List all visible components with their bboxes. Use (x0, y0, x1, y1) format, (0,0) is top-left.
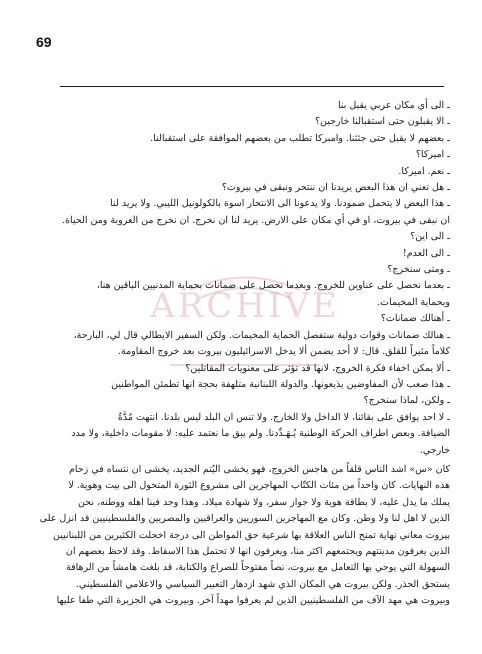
text-line: يستحق الحذر. ولكن بيروت هي المكان الذي شهد ازدهار التعبير السياسي والاعلامي الفلسطيني. (75, 578, 450, 590)
text-line: ـ الا يقبلون حتى استقبالنا خارجين؟ (315, 116, 450, 128)
page-number: 69 (36, 34, 52, 50)
text-line: ـ ألا يمكن اخفاء فكرة الخروج، لانها قد تؤثر على معنويات المقاتلين؟ (185, 362, 450, 374)
text-line: بيروت معاني نهاية تمنح الناس العلاقة بها شرعية حق المواطن الى درجة اخجلت الكثيرين من اللبنانيين (53, 529, 450, 541)
text-line: ـ هذا البعض لا يتحمل صمودنا. ولا يدعونا الى الانتحار اسوة بالكولونيل الليبي. ولا يريد لنا (110, 198, 450, 210)
text-line: ـ الى اين؟ (410, 231, 450, 243)
archive-watermark: ARCHIVE (150, 286, 340, 326)
text-line: ـ ومتى سنخرج؟ (387, 264, 450, 276)
text-line: ـ اميركا؟ (415, 149, 450, 161)
text-line: كلاماً مثيراً للقلق. قال: لا أحد يضمن ألا يدخل الاسرائيليون بيروت بعد خروج المقاومة. (117, 346, 450, 358)
text-line: ـ هذا صعب لأن المفاوضين يذيعونها. والدولة اللبنانية متلهفة بحجة انها تطمئن المواطنين (111, 378, 450, 390)
text-line: ـ أهنالك ضمانات؟ (380, 313, 450, 325)
text-line: ـ الى العدم! (402, 247, 450, 259)
text-line: وبحماية المخيمات. (377, 296, 450, 308)
text-line: ان نبقى في بيروت، او في أي مكان على الارض. يريد لنا ان نخرج. ان نخرج من العروبة ومن الحياة. (62, 214, 450, 226)
body-text (38, 98, 450, 610)
text-line: الذين لا اهل لنا ولا وطن. وكان مع المهاجرين السوريين والعراقيين والمصريين والفلسطينيين قد انزل على (39, 513, 450, 525)
header-rule (60, 86, 444, 87)
text-line: هذه النهايات. كان واحداً من مئات الكتّاب المهاجرين الى مشروع الثورة المتحول الى بيت وهوية. لا (68, 480, 450, 492)
text-line: كان «س» اشد الناس قلقاً من هاجس الخروج، فهو يخشى اليُتم الجديد، يخشى ان نتساه في زحام (69, 463, 450, 475)
text-line: ـ هل تعني ان هذا البعض يريدنا ان ننتحر ونبقى في بيروت؟ (221, 182, 450, 194)
text-line: ـ نعم. اميركا. (398, 165, 450, 177)
text-line: خارجي. (419, 444, 450, 456)
text-line: الذين يعرفون مدينتهم ويجتمعهم اكثر منا، ويعرفون انها لا تحتمل هذا الاسقاط. وقد لاحظ بعضهم ان (65, 545, 450, 557)
text-line: ـ الى أي مكان عربي يقبل بنا (337, 100, 450, 111)
text-line: الضيافة. وبعض اطراف الحركة الوطنية يُـهَـدِّدنا. ولم يبق ما نعتمد عليه: لا مقومات داخلية، ولا مدد (71, 428, 450, 440)
text-line: ـ هنالك ضمانات وقوات دولية ستفصل الحماية المخيمات. ولكن السفير الايطالي قال لي، البارحة، (73, 329, 450, 341)
text-line: وبيروت هي مهد الآف من الفلسطينيين الذين لم يعرفوا مهداً آخر. وبيروت هي الجزيرة التي طفا عليها (56, 595, 450, 607)
text-line: ـ بعضهم لا يقبل حتى جثثنا. وامبركا تطلب من بعضهم الموافقة على استقبالنا. (150, 132, 450, 144)
text-line: السهولة التي يوحي بها التعامل مع بيروت، نصاً مفتوحاً للصراع والكتابة، قد بلغت هامشاً من الرهافة (65, 562, 450, 574)
text-line: ـ لا احد يوافق على بقائنا، لا الداخل ولا الخارج. ولا تنس ان البلد ليس بلدنا. انتهت مُدَّةُ (117, 411, 450, 423)
text-line: ـ بعدما نحصل على عناوين للخروج. وبعدما نحصل على ضمانات بحماية المدنيين الباقين هنا، (96, 280, 450, 292)
text-line: يملك ما يدل عليه، لا بطاقة هوية ولا جواز سفر، ولا شهادة ميلاد. وهذا وجد فينا اهله ووطنه، نحن (78, 496, 450, 508)
text-line: ـ ولكن، لماذا سنخرج؟ (363, 395, 450, 407)
